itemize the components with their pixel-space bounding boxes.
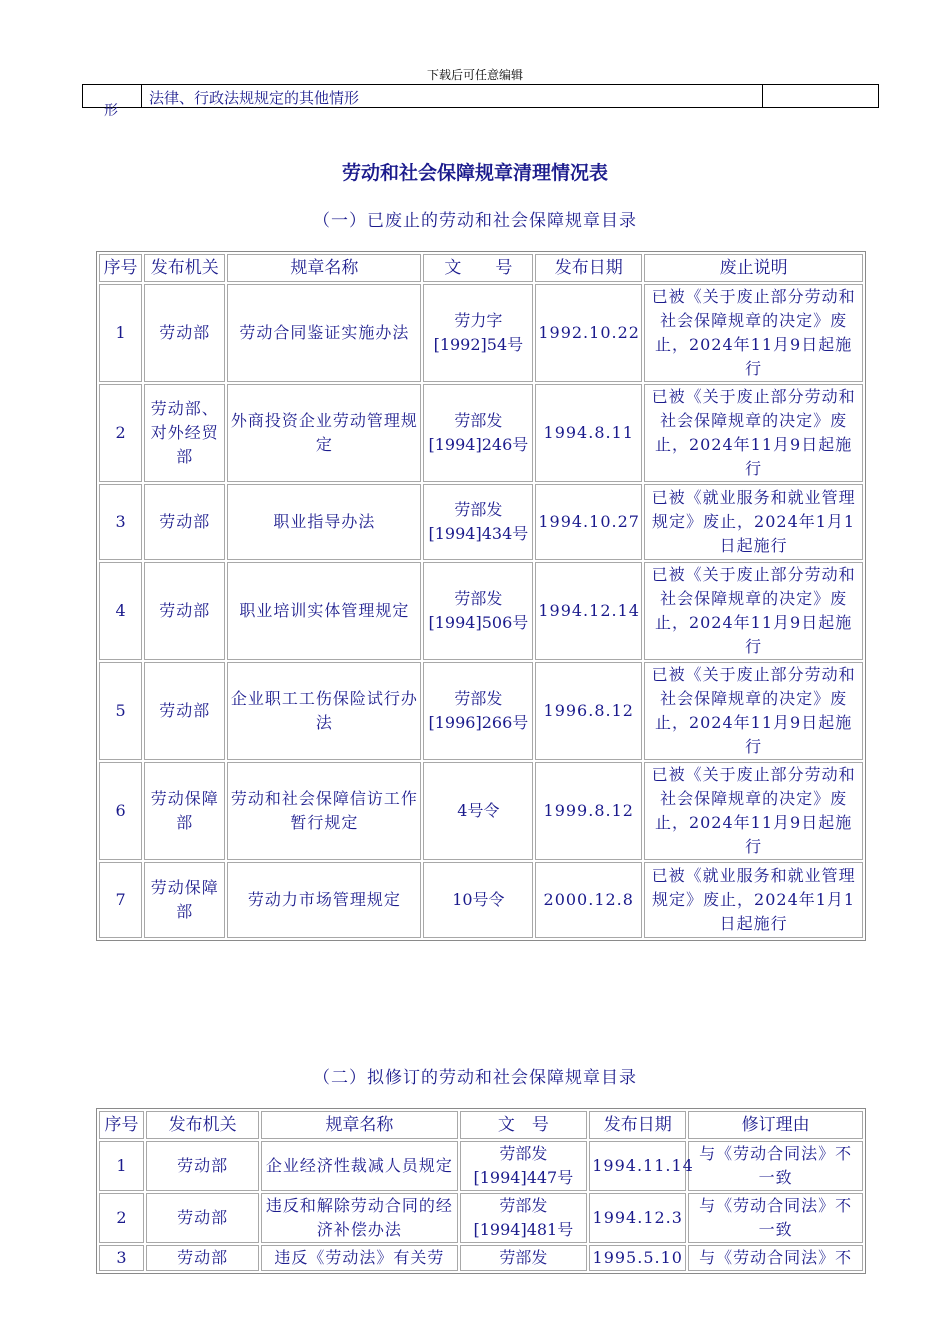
cell-org: 劳动部、对外经贸部 [144, 384, 225, 482]
cell-date: 1994.8.11 [535, 384, 642, 482]
cell-doc-no: 劳部发[1996]266号 [423, 662, 533, 760]
cell-no: 3 [99, 484, 142, 560]
cell-doc-no: 劳力字[1992]54号 [423, 284, 533, 382]
cell-date: 1994.12.3 [589, 1193, 686, 1243]
cell-no: 2 [99, 384, 142, 482]
cell-no: 1 [99, 284, 142, 382]
section2-title: （二）拟修订的劳动和社会保障规章目录 [313, 1068, 637, 1088]
cell-date: 1994.11.14 [589, 1141, 686, 1191]
cell-doc-no: 劳部发 [460, 1245, 588, 1271]
cell-doc-no: 10号令 [423, 862, 533, 938]
cell-org: 劳动部 [144, 562, 225, 660]
cell-doc-no: 劳部发[1994]506号 [423, 562, 533, 660]
document-title: 劳动和社会保障规章清理情况表 [341, 162, 608, 184]
cell-no: 7 [99, 862, 142, 938]
header-name: 规章名称 [261, 1111, 457, 1139]
header-name: 规章名称 [227, 254, 421, 282]
table-row [99, 862, 863, 938]
cell-note: 已被《关于废止部分劳动和社会保障规章的决定》废止，2024年11月9日起施行 [644, 562, 863, 660]
cell-note: 已被《关于废止部分劳动和社会保障规章的决定》废止，2024年11月9日起施行 [644, 762, 863, 860]
cell-date: 1999.8.12 [535, 762, 642, 860]
cell-name: 违反和解除劳动合同的经济补偿办法 [261, 1193, 457, 1243]
table-row [99, 1141, 863, 1191]
table-row [99, 1193, 863, 1243]
table-row [99, 284, 863, 382]
cell-date: 1995.5.10 [589, 1245, 686, 1271]
table-row [99, 384, 863, 482]
table-row [99, 762, 863, 860]
cell-org: 劳动部 [144, 484, 225, 560]
previous-table-row [82, 84, 879, 108]
cell-name: 企业职工工伤保险试行办法 [227, 662, 421, 760]
cell-no: 3 [99, 1245, 144, 1271]
cell-name: 职业指导办法 [227, 484, 421, 560]
header-no: 序号 [99, 254, 142, 282]
header-date: 发布日期 [535, 254, 642, 282]
cell-doc-no: 劳部发[1994]481号 [460, 1193, 588, 1243]
previous-table-orphan-char: 形 [104, 103, 118, 119]
download-note: 下载后可任意编辑 [426, 68, 523, 82]
cell-no: 4 [99, 562, 142, 660]
cell-doc-no: 劳部发[1994]447号 [460, 1141, 588, 1191]
cell-reason: 与《劳动合同法》不 [688, 1245, 863, 1271]
header-org: 发布机关 [146, 1111, 259, 1139]
cell-name: 外商投资企业劳动管理规定 [227, 384, 421, 482]
header-org: 发布机关 [144, 254, 225, 282]
cell-doc-no: 劳部发[1994]434号 [423, 484, 533, 560]
section1-title: （一）已废止的劳动和社会保障规章目录 [313, 211, 637, 231]
cell-no: 6 [99, 762, 142, 860]
revision-regulations-table [96, 1108, 866, 1274]
table-header-row [99, 254, 863, 282]
table-header-row [99, 1111, 863, 1139]
header-date: 发布日期 [589, 1111, 686, 1139]
cell-reason: 与《劳动合同法》不一致 [688, 1193, 863, 1243]
header-doc-no: 文 号 [460, 1111, 588, 1139]
cell-org: 劳动部 [146, 1193, 259, 1243]
cell-name: 劳动力市场管理规定 [227, 862, 421, 938]
header-reason: 修订理由 [688, 1111, 863, 1139]
cell-reason: 与《劳动合同法》不一致 [688, 1141, 863, 1191]
cell-date: 1992.10.22 [535, 284, 642, 382]
previous-table-cell-right [762, 85, 878, 107]
cell-date: 1994.10.27 [535, 484, 642, 560]
cell-date: 1994.12.14 [535, 562, 642, 660]
cell-no: 5 [99, 662, 142, 760]
cell-note: 已被《关于废止部分劳动和社会保障规章的决定》废止，2024年11月9日起施行 [644, 384, 863, 482]
cell-org: 劳动部 [146, 1141, 259, 1191]
cell-date: 2000.12.8 [535, 862, 642, 938]
cell-note: 已被《关于废止部分劳动和社会保障规章的决定》废止，2024年11月9日起施行 [644, 662, 863, 760]
table-row [99, 1245, 863, 1271]
cell-no: 1 [99, 1141, 144, 1191]
abolished-regulations-table [96, 251, 866, 941]
cell-name: 违反《劳动法》有关劳 [261, 1245, 457, 1271]
cell-doc-no: 4号令 [423, 762, 533, 860]
cell-name: 职业培训实体管理规定 [227, 562, 421, 660]
table-row [99, 484, 863, 560]
table-row [99, 662, 863, 760]
header-note: 废止说明 [644, 254, 863, 282]
cell-name: 劳动合同鉴证实施办法 [227, 284, 421, 382]
cell-date: 1996.8.12 [535, 662, 642, 760]
header-doc-no: 文 号 [423, 254, 533, 282]
cell-no: 2 [99, 1193, 144, 1243]
table-row [99, 562, 863, 660]
cell-note: 已被《就业服务和就业管理规定》废止，2024年1月1日起施行 [644, 484, 863, 560]
cell-note: 已被《就业服务和就业管理规定》废止，2024年1月1日起施行 [644, 862, 863, 938]
cell-name: 企业经济性裁减人员规定 [261, 1141, 457, 1191]
cell-org: 劳动保障部 [144, 862, 225, 938]
cell-org: 劳动部 [144, 662, 225, 760]
cell-note: 已被《关于废止部分劳动和社会保障规章的决定》废止，2024年11月9日起施行 [644, 284, 863, 382]
previous-table-row-text: 法律、行政法规规定的其他情形 [149, 89, 360, 107]
cell-name: 劳动和社会保障信访工作暂行规定 [227, 762, 421, 860]
cell-org: 劳动部 [144, 284, 225, 382]
header-no: 序号 [99, 1111, 144, 1139]
cell-org: 劳动部 [146, 1245, 259, 1271]
cell-doc-no: 劳部发[1994]246号 [423, 384, 533, 482]
cell-org: 劳动保障部 [144, 762, 225, 860]
